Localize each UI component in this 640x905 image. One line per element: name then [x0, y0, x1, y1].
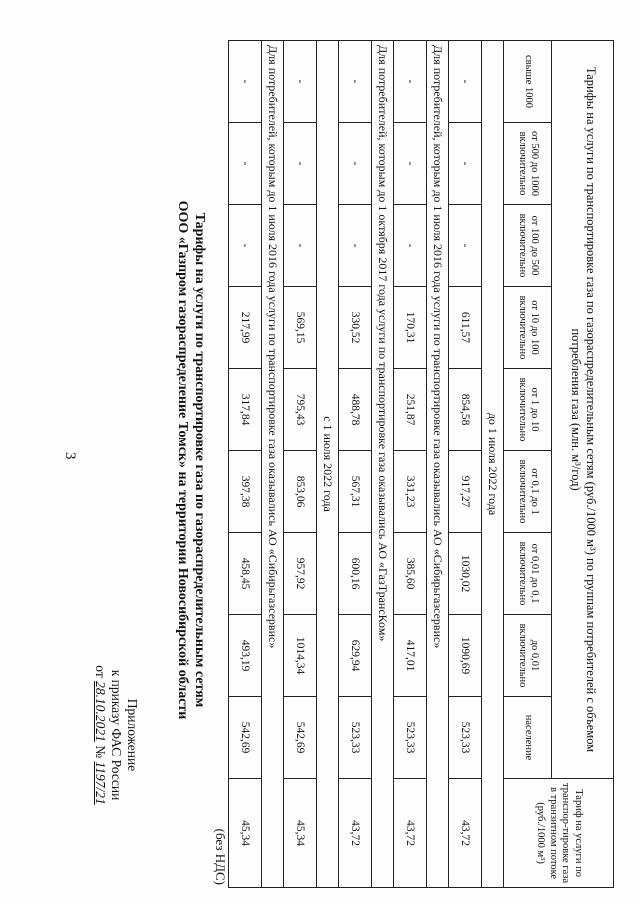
cell: 542,69	[284, 697, 317, 779]
transit-header: Тариф на услуги по транспор-тировке газа в транзитном потоке (руб./1000 м³)	[504, 779, 614, 888]
cell: -	[229, 123, 262, 205]
cell: 217,99	[229, 287, 262, 369]
cell: 611,57	[449, 287, 482, 369]
cell: 1030,02	[449, 533, 482, 615]
cell: 458,45	[229, 533, 262, 615]
col-header: от 100 до 500 включительно	[504, 205, 552, 287]
cell: 43,72	[394, 779, 427, 888]
col-header: от 1 до 10 включительно	[504, 369, 552, 451]
cell: -	[394, 205, 427, 287]
cell: -	[394, 41, 427, 123]
period-header: до 1 июля 2022 года	[482, 41, 504, 888]
col-header: от 10 до 100 включительно	[504, 287, 552, 369]
appendix-line3	[92, 585, 108, 885]
appendix-block	[92, 585, 140, 885]
cell: 795,43	[284, 369, 317, 451]
cell: -	[284, 41, 317, 123]
cell: 600,16	[339, 533, 372, 615]
cell: 523,33	[449, 697, 482, 779]
section-label: Для потребителей, которым до 1 июля 2016 года услуги по транспортировке газа оказывались АО «Сибирьгазсервис»	[427, 41, 449, 888]
vat-note: (без НДС)	[213, 828, 228, 885]
col-header: от 0,01 до 0,1 включительно	[504, 533, 552, 615]
section-label: Для потребителей, которым до 1 июля 2016 года услуги по транспортировке газа оказывались АО «Сибирьгазсервис»	[262, 41, 284, 888]
cell: 523,33	[394, 697, 427, 779]
title-line2: ООО «Газпром газораспределение Томск» на территории Новосибирской области	[175, 200, 190, 720]
document-title	[174, 180, 208, 740]
table-row	[284, 41, 317, 888]
cell: 917,27	[449, 451, 482, 533]
title-line1: Тарифы на услуги по транспортировке газа по газораспределительным сетям	[192, 212, 207, 708]
period-header: с 1 июля 2022 года	[317, 41, 339, 888]
col-header: от 500 до 1000 включительно	[504, 123, 552, 205]
cell: 317,84	[229, 369, 262, 451]
table-row	[339, 41, 372, 888]
cell: 385,60	[394, 533, 427, 615]
cell: -	[339, 123, 372, 205]
appendix-number-label: №	[93, 745, 108, 759]
table-row	[394, 41, 427, 888]
table-row	[229, 41, 262, 888]
cell: 1090,69	[449, 615, 482, 697]
col-header: население	[504, 697, 552, 779]
appendix-line1: Приложение	[125, 698, 140, 772]
cell: -	[394, 123, 427, 205]
col-header: свыше 1000	[504, 41, 552, 123]
cell: 397,38	[229, 451, 262, 533]
section-label: Для потребителей, которым до 1 октября 2017 года услуги по транспортировке газа оказывались АО «ГазТрансКом»	[372, 41, 394, 888]
cell: 854,58	[449, 369, 482, 451]
cell: 567,31	[339, 451, 372, 533]
cell: 488,78	[339, 369, 372, 451]
cell: 43,72	[449, 779, 482, 888]
cell: -	[449, 205, 482, 287]
cell: 1014,34	[284, 615, 317, 697]
cell: -	[339, 41, 372, 123]
cell: 170,31	[394, 287, 427, 369]
cell: 331,23	[394, 451, 427, 533]
cell: -	[284, 123, 317, 205]
col-header: от 0,1 до 1 включительно	[504, 451, 552, 533]
cell: 569,15	[284, 287, 317, 369]
cell: 417,01	[394, 615, 427, 697]
table-row	[449, 41, 482, 888]
cell: 629,94	[339, 615, 372, 697]
cell: 251,87	[394, 369, 427, 451]
cell: 45,34	[229, 779, 262, 888]
cell: 523,33	[339, 697, 372, 779]
cell: 330,52	[339, 287, 372, 369]
cell: 957,92	[284, 533, 317, 615]
cell: -	[229, 41, 262, 123]
cell: -	[284, 205, 317, 287]
page-number: 3	[62, 452, 78, 460]
cell: -	[449, 41, 482, 123]
cell: 542,69	[229, 697, 262, 779]
tariff-table	[228, 40, 614, 888]
cell: 43,72	[339, 779, 372, 888]
main-header: Тарифы на услуги по транспортировке газа по газораспределительным сетям (руб./1000 м³) по группам потребителей с объемом потребления газа (млн. м³/год)	[552, 41, 614, 779]
cell: -	[449, 123, 482, 205]
appendix-line2: к приказу ФАС России	[109, 669, 124, 801]
appendix-date: 28.10.2021	[93, 681, 108, 742]
col-header: до 0,01 включительно	[504, 615, 552, 697]
cell: 45,34	[284, 779, 317, 888]
cell: -	[339, 205, 372, 287]
cell: -	[229, 205, 262, 287]
cell: 853,06	[284, 451, 317, 533]
cell: 493,19	[229, 615, 262, 697]
appendix-date-prefix: от	[93, 665, 108, 678]
appendix-number: 1197/21	[93, 761, 108, 805]
